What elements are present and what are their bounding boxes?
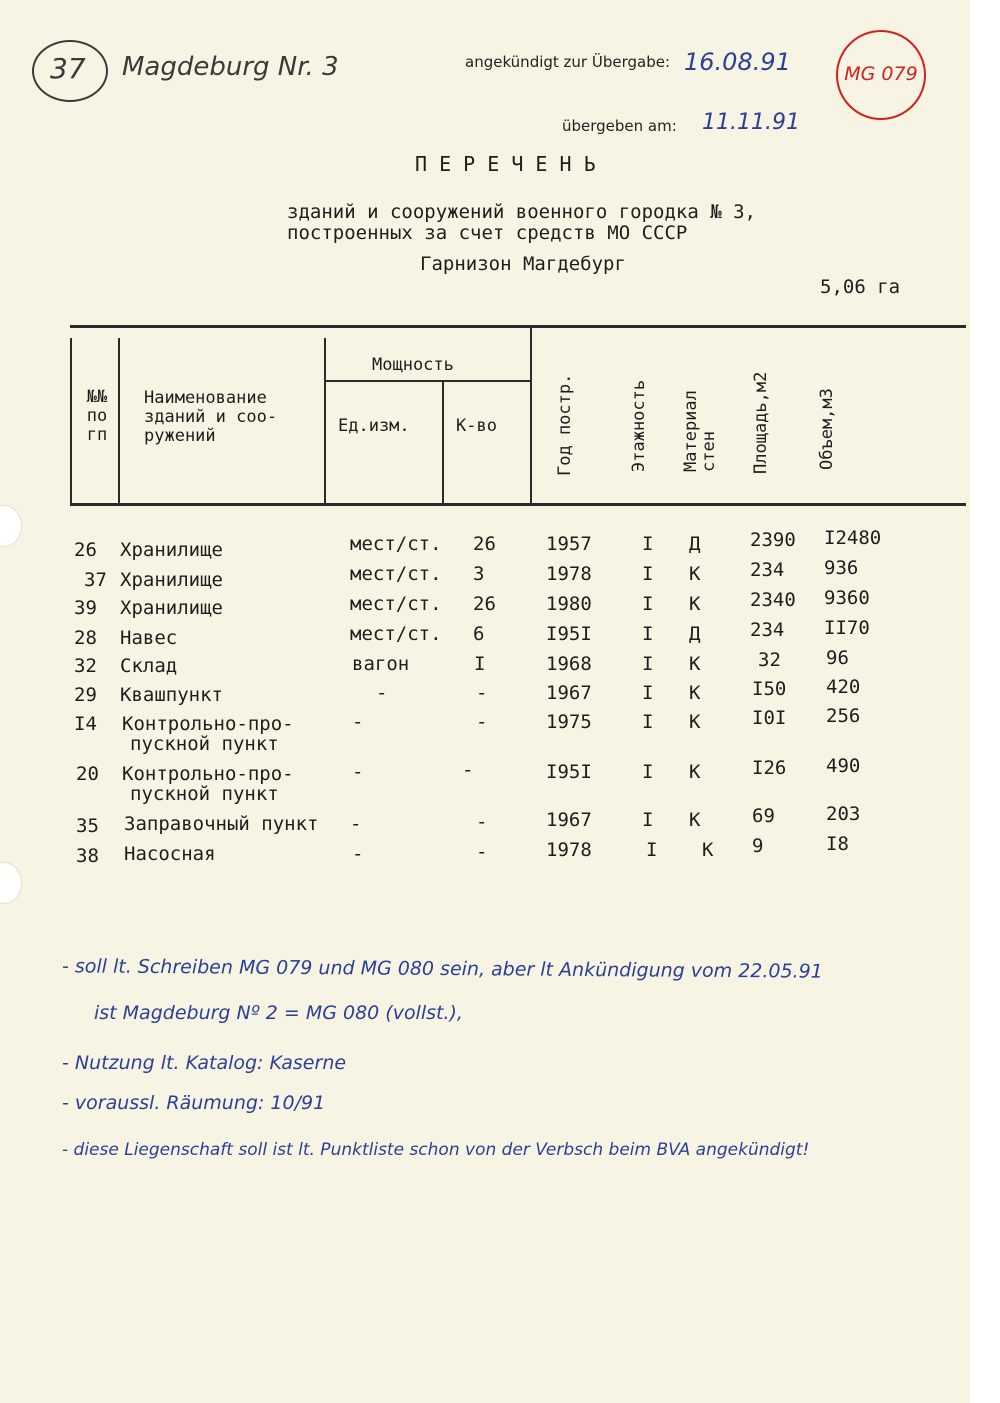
cell-area: 234	[750, 619, 785, 641]
note-line-3: - Nutzung lt. Katalog: Kaserne	[62, 1052, 347, 1074]
cell-material: К	[689, 761, 701, 783]
cell-name: Хранилище	[120, 597, 223, 619]
announced-label: angekündigt zur Übergabe:	[465, 53, 671, 71]
cell-material: К	[689, 593, 701, 615]
cell-qty: 26	[473, 533, 496, 555]
header-name: Наименование зданий и соо- ружений	[144, 388, 278, 446]
header-floors: Этажность	[629, 379, 649, 472]
cell-unit: вагон	[352, 653, 410, 675]
cell-name-line-2: пускной пункт	[130, 733, 279, 755]
cell-material: К	[689, 711, 701, 733]
cell-volume: I8	[826, 833, 849, 855]
cell-year: 1957	[546, 533, 592, 555]
cell-name: Насосная	[124, 843, 216, 865]
cell-floors: I	[642, 711, 654, 733]
cell-qty: -	[476, 841, 488, 863]
cell-unit: -	[352, 761, 364, 783]
cell-area: 9	[752, 835, 764, 857]
cell-number: I4	[74, 713, 97, 735]
cell-year: I95I	[546, 761, 592, 783]
header-material: Материал стен	[681, 390, 719, 472]
red-stamp	[836, 30, 926, 120]
total-area: 5,06 га	[820, 276, 901, 298]
cell-unit: -	[350, 813, 362, 835]
cell-material: К	[689, 809, 701, 831]
cell-area: 234	[750, 559, 785, 581]
announced-date: 16.08.91	[684, 48, 791, 76]
note-line-5: - diese Liegenschaft soll ist lt. Punktliste schon von der Verbsch beim BVA angekündigt!	[62, 1140, 810, 1160]
cell-floors: I	[642, 809, 654, 831]
cell-number: 35	[76, 815, 99, 837]
handover-date: 11.11.91	[702, 110, 800, 135]
cell-qty: 3	[473, 563, 485, 585]
cell-area: 2390	[750, 529, 796, 551]
cell-qty: -	[476, 711, 488, 733]
header-unit: Ед.изм.	[338, 416, 410, 436]
cell-volume: 256	[826, 705, 861, 727]
cell-qty: -	[476, 682, 488, 704]
cell-area: 2340	[750, 589, 796, 611]
circled-number: 37	[50, 52, 86, 85]
cell-name: Хранилище	[120, 569, 223, 591]
cell-year: 1967	[546, 682, 592, 704]
cell-area: I50	[752, 678, 787, 700]
header-capacity: Мощность	[372, 355, 454, 375]
cell-material: К	[689, 563, 701, 585]
cell-floors: I	[642, 593, 654, 615]
cell-name: Хранилище	[120, 539, 223, 561]
note-line-4: - voraussl. Räumung: 10/91	[62, 1092, 326, 1114]
subtitle-line-2: построенных за счет средств МО СССР	[287, 222, 688, 244]
subtitle-line-1: зданий и сооружений военного городка № 3,	[287, 201, 756, 223]
cell-floors: I	[646, 839, 658, 861]
cell-name: Склад	[120, 655, 178, 677]
cell-year: 1980	[546, 593, 592, 615]
header-area: Площадь,м2	[751, 371, 771, 474]
header-volume: Объем,м3	[817, 388, 837, 470]
cell-qty: 6	[473, 623, 485, 645]
cell-number: 26	[74, 539, 97, 561]
cell-name: Заправочный пункт	[124, 813, 319, 835]
cell-floors: I	[642, 682, 654, 704]
cell-number: 32	[74, 655, 97, 677]
cell-area: I26	[752, 757, 787, 779]
document-title: П Е Р Е Ч Е Н Ь	[415, 152, 596, 176]
page-margin	[970, 0, 1000, 1403]
cell-name: Квашпункт	[120, 684, 223, 706]
handover-label: übergeben am:	[562, 117, 677, 135]
stamp-text: MG 079	[844, 63, 918, 85]
cell-unit: мест/ст.	[350, 623, 442, 645]
cell-floors: I	[642, 533, 654, 555]
cell-year: 1967	[546, 809, 592, 831]
cell-volume: 96	[826, 647, 849, 669]
cell-volume: 9360	[824, 587, 870, 609]
cell-material: К	[689, 682, 701, 704]
cell-volume: 203	[826, 803, 861, 825]
cell-material: Д	[689, 623, 701, 645]
cell-unit: мест/ст.	[350, 593, 442, 615]
cell-unit: -	[352, 843, 364, 865]
cell-year: I95I	[546, 623, 592, 645]
cell-volume: 936	[824, 557, 859, 579]
cell-area: 32	[758, 649, 781, 671]
cell-floors: I	[642, 623, 654, 645]
cell-name-line-1: Контрольно-про-	[122, 713, 294, 735]
cell-name-line-2: пускной пункт	[130, 783, 279, 805]
cell-volume: I2480	[824, 527, 882, 549]
cell-unit: -	[352, 711, 364, 733]
cell-number: 37	[84, 569, 107, 591]
cell-number: 38	[76, 845, 99, 867]
cell-floors: I	[642, 563, 654, 585]
cell-volume: 420	[826, 676, 861, 698]
cell-qty: -	[462, 759, 474, 781]
cell-year: 1975	[546, 711, 592, 733]
cell-number: 29	[74, 684, 97, 706]
header-year: Год постр.	[555, 373, 575, 476]
header-qty: К-во	[456, 416, 497, 436]
cell-volume: 490	[826, 755, 861, 777]
cell-area: 69	[752, 805, 775, 827]
cell-unit: мест/ст.	[350, 563, 442, 585]
cell-qty: I	[474, 653, 486, 675]
location-note: Magdeburg Nr. 3	[122, 52, 339, 82]
cell-name: Навес	[120, 627, 178, 649]
cell-year: 1978	[546, 839, 592, 861]
cell-year: 1978	[546, 563, 592, 585]
cell-floors: I	[642, 761, 654, 783]
cell-number: 20	[76, 763, 99, 785]
cell-volume: II70	[824, 617, 870, 639]
note-line-1: - soll lt. Schreiben MG 079 und MG 080 sein, aber lt Ankündigung vom 22.05.91	[61, 955, 823, 983]
cell-area: I0I	[752, 707, 787, 729]
cell-number: 39	[74, 597, 97, 619]
cell-material: К	[689, 653, 701, 675]
cell-floors: I	[642, 653, 654, 675]
cell-material: К	[702, 839, 714, 861]
cell-year: 1968	[546, 653, 592, 675]
cell-qty: -	[476, 811, 488, 833]
cell-unit: мест/ст.	[350, 533, 442, 555]
cell-unit: -	[376, 682, 388, 704]
subtitle-line-3: Гарнизон Магдебург	[420, 253, 626, 275]
note-line-2: ist Magdeburg Nº 2 = MG 080 (vollst.),	[94, 1002, 463, 1024]
header-number: №№ по гп	[86, 387, 108, 445]
cell-material: Д	[689, 533, 701, 555]
cell-qty: 26	[473, 593, 496, 615]
cell-number: 28	[74, 627, 97, 649]
cell-name-line-1: Контрольно-про-	[122, 763, 294, 785]
